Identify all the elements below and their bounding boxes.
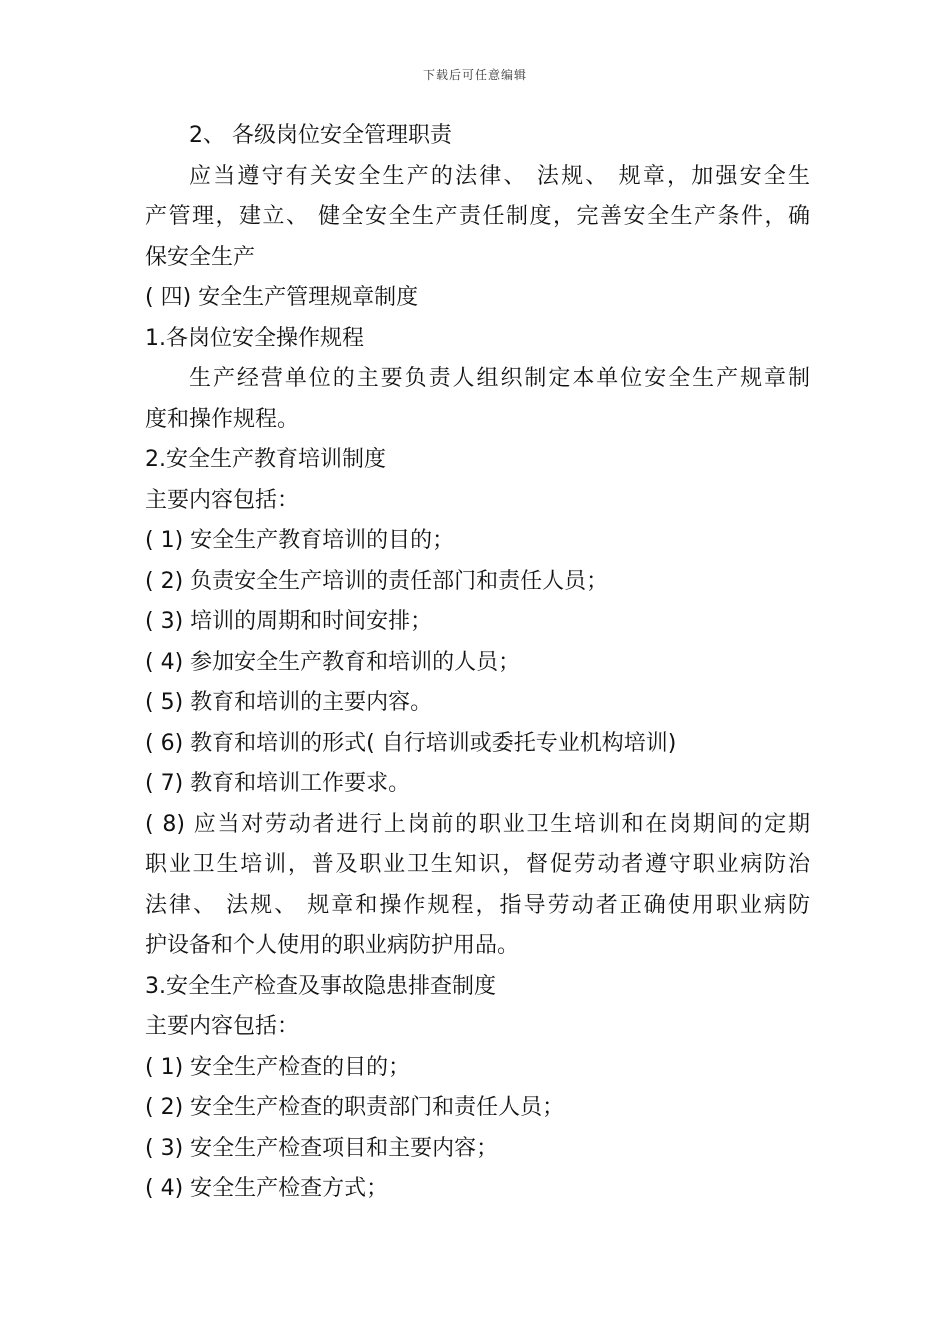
paragraph-line: 保安全生产 — [145, 244, 256, 270]
list-item: ( 4) 参加安全生产教育和培训的人员； — [145, 649, 521, 675]
paragraph-line: 产管理，建立、 健全安全生产责任制度，完善安全生产条件，确 — [145, 204, 810, 229]
paragraph-line: 生产经营单位的主要负责人组织制定本单位安全生产规章制 — [189, 366, 810, 391]
list-item: ( 7) 教育和培训工作要求。 — [145, 771, 411, 796]
list-item: ( 3) 安全生产检查项目和主要内容； — [145, 1135, 499, 1161]
list-item: ( 6) 教育和培训的形式( 自行培训或委托专业机构培训) — [145, 730, 677, 756]
section-heading: ( 四) 安全生产管理规章制度 — [145, 285, 419, 310]
list-item: ( 8) 应当对劳动者进行上岗前的职业卫生培训和在岗期间的定期 — [145, 811, 810, 837]
list-item: ( 4) 安全生产检查方式； — [145, 1176, 389, 1201]
subsection-heading: 2.安全生产教育培训制度 — [145, 447, 386, 472]
section-heading: 2、 各级岗位安全管理职责 — [189, 123, 452, 148]
page-header-note: 下载后可任意编辑 — [422, 68, 527, 82]
list-item-continuation: 法律、 法规、 规章和操作规程，指导劳动者正确使用职业病防 — [145, 892, 810, 918]
list-item: ( 5) 教育和培训的主要内容。 — [145, 690, 433, 715]
paragraph-line: 度和操作规程。 — [145, 406, 300, 432]
subsection-heading: 3.安全生产检查及事故隐患排查制度 — [145, 973, 496, 999]
list-item-continuation: 职业卫生培训，普及职业卫生知识，督促劳动者遵守职业病防治 — [145, 852, 810, 877]
list-item: ( 3) 培训的周期和时间安排； — [145, 609, 433, 634]
list-intro: 主要内容包括： — [145, 487, 300, 513]
list-item: ( 1) 安全生产教育培训的目的； — [145, 528, 455, 553]
paragraph-line: 应当遵守有关安全生产的法律、 法规、 规章，加强安全生 — [189, 163, 810, 189]
list-item: ( 2) 安全生产检查的职责部门和责任人员； — [145, 1095, 565, 1120]
subsection-heading: 1.各岗位安全操作规程 — [145, 325, 364, 351]
list-item-continuation: 护设备和个人使用的职业病防护用品。 — [145, 933, 520, 958]
list-item: ( 1) 安全生产检查的目的； — [145, 1054, 411, 1080]
list-intro: 主要内容包括： — [145, 1014, 300, 1039]
list-item: ( 2) 负责安全生产培训的责任部门和责任人员； — [145, 568, 609, 594]
document-body — [145, 116, 810, 1210]
